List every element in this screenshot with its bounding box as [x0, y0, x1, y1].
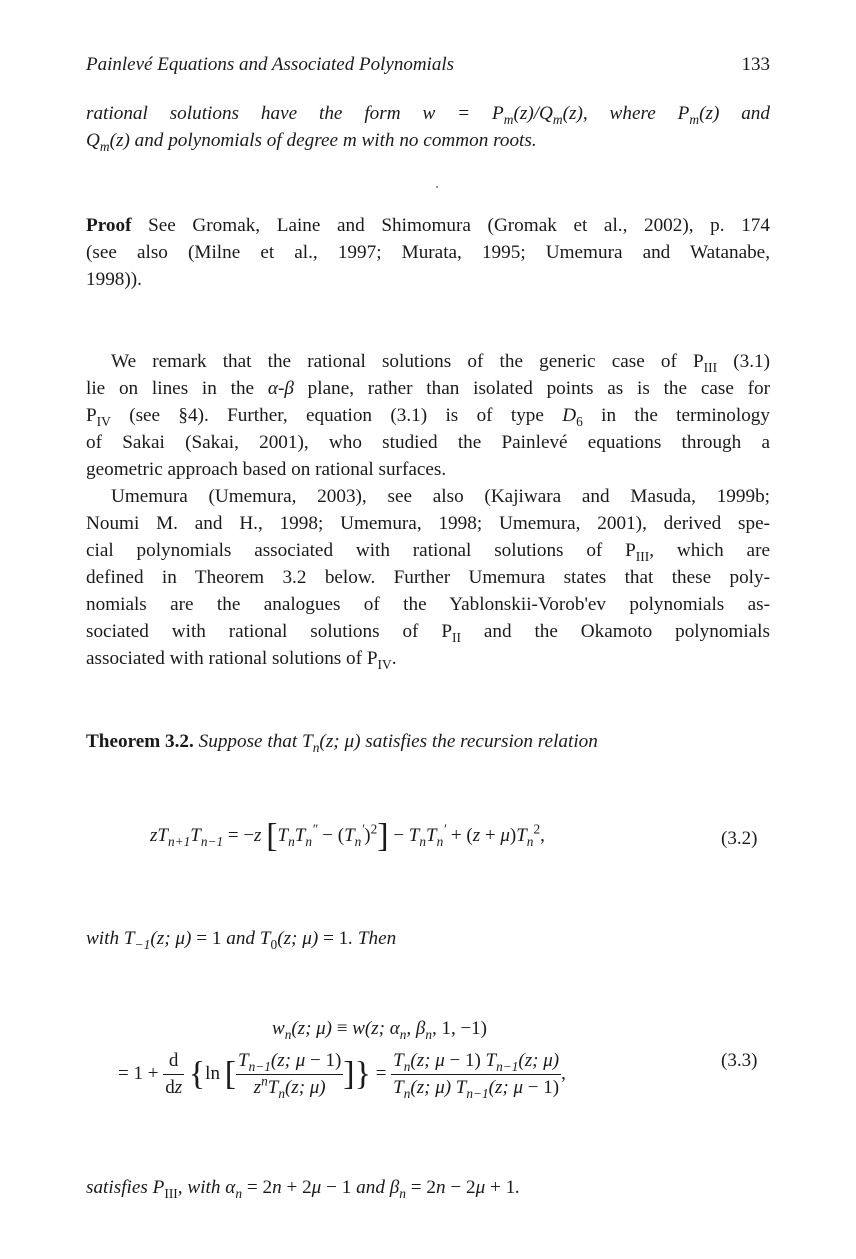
- para2-line-1: Umemura (Umemura, 2003), see also (Kajiwara and Masuda, 1999b;: [111, 486, 770, 507]
- para1-line-3: $P_{IV}$ (see §4). Further, equation (3.1) is of type $D_6$ in the terminology: [86, 405, 770, 429]
- equation-3-3-line-2: = 1 + $\frac{d}{dz}$ {ln [ $\frac{T_{n-1}(z; \mu - 1)}{z^nT_n(z; \mu)}$ ]} = $\frac{T_n(z; \mu - 1) T_{n-1}(z; \mu)}{T_n(z; \mu) T_{n-1}(z; \mu - 1)}$ ,: [118, 1050, 566, 1101]
- para2-line-5: nomials are the analogues of the Yablonskii-Vorob'ev polynomials as-: [86, 594, 770, 615]
- stray-dot: [436, 186, 438, 188]
- para2-line-7: associated with rational solutions of $P_{IV}$.: [86, 648, 397, 672]
- equation-3-2: $zT_{n+1}T_{n-1} = -z$ $[T_nT_n'' - (T_n')^2] - T_nT_n' + (z + \mu)T_n^2$,: [150, 817, 545, 855]
- running-title: Painlevé Equations and Associated Polynomials: [86, 54, 454, 75]
- proof-line-1: Proof See Gromak, Laine and Shimomura (Gromak et al., 2002), p. 174: [86, 215, 770, 236]
- para1-line-2: lie on lines in the α-β plane, rather than isolated points as is the case for: [86, 378, 770, 399]
- page-number: 133: [741, 54, 770, 75]
- equation-3-3-number: (3.3): [721, 1050, 758, 1071]
- proof-line-2: (see also (Milne et al., 1997; Murata, 1995; Umemura and Watanabe,: [86, 242, 770, 263]
- equation-3-2-number: (3.2): [721, 828, 758, 849]
- with-line: with $T_{-1}(z$; μ) = 1 and $T_0(z$; μ) = 1. Then: [86, 928, 397, 952]
- para1-line-4: of Sakai (Sakai, 2001), who studied the Painlevé equations through a: [86, 432, 770, 453]
- para2-line-6: sociated with rational solutions of $P_{II}$ and the Okamoto polynomials: [86, 621, 770, 645]
- proof-line-3: 1998)).: [86, 269, 142, 290]
- para2-line-2: Noumi M. and H., 1998; Umemura, 1998; Umemura, 2001), derived spe-: [86, 513, 770, 534]
- para1-line-1: We remark that the rational solutions of the generic case of $P_{III}$ (3.1): [111, 351, 770, 375]
- theorem-label: Theorem 3.2.: [86, 731, 194, 752]
- para2-line-3: cial polynomials associated with rational solutions of $P_{III}$, which are: [86, 540, 770, 564]
- theorem-3-2: Theorem 3.2. Suppose that $T_n(z$; μ) satisfies the recursion relation: [86, 731, 598, 755]
- para2-line-4: defined in Theorem 3.2 below. Further Umemura states that these poly-: [86, 567, 770, 588]
- final-line: satisfies $P_{III}$, with $\alpha_n = 2n + 2\mu - 1$ and $\beta_n = 2n - 2\mu + 1$.: [86, 1177, 521, 1201]
- para1-line-5: geometric approach based on rational surfaces.: [86, 459, 447, 480]
- proof-label: Proof: [86, 215, 132, 236]
- equation-3-3-line-1: $w_n(z$; μ) ≡ w(z; $\alpha_n$, $\beta_n$, 1, −1): [272, 1018, 488, 1042]
- theorem-tail-line-2: $Q_m(z)$ and polynomials of degree m with no common roots.: [86, 130, 537, 154]
- theorem-tail-line-1: rational solutions have the form $w = P_m(z)/Q_m(z)$, where $P_m(z)$ and: [86, 103, 770, 127]
